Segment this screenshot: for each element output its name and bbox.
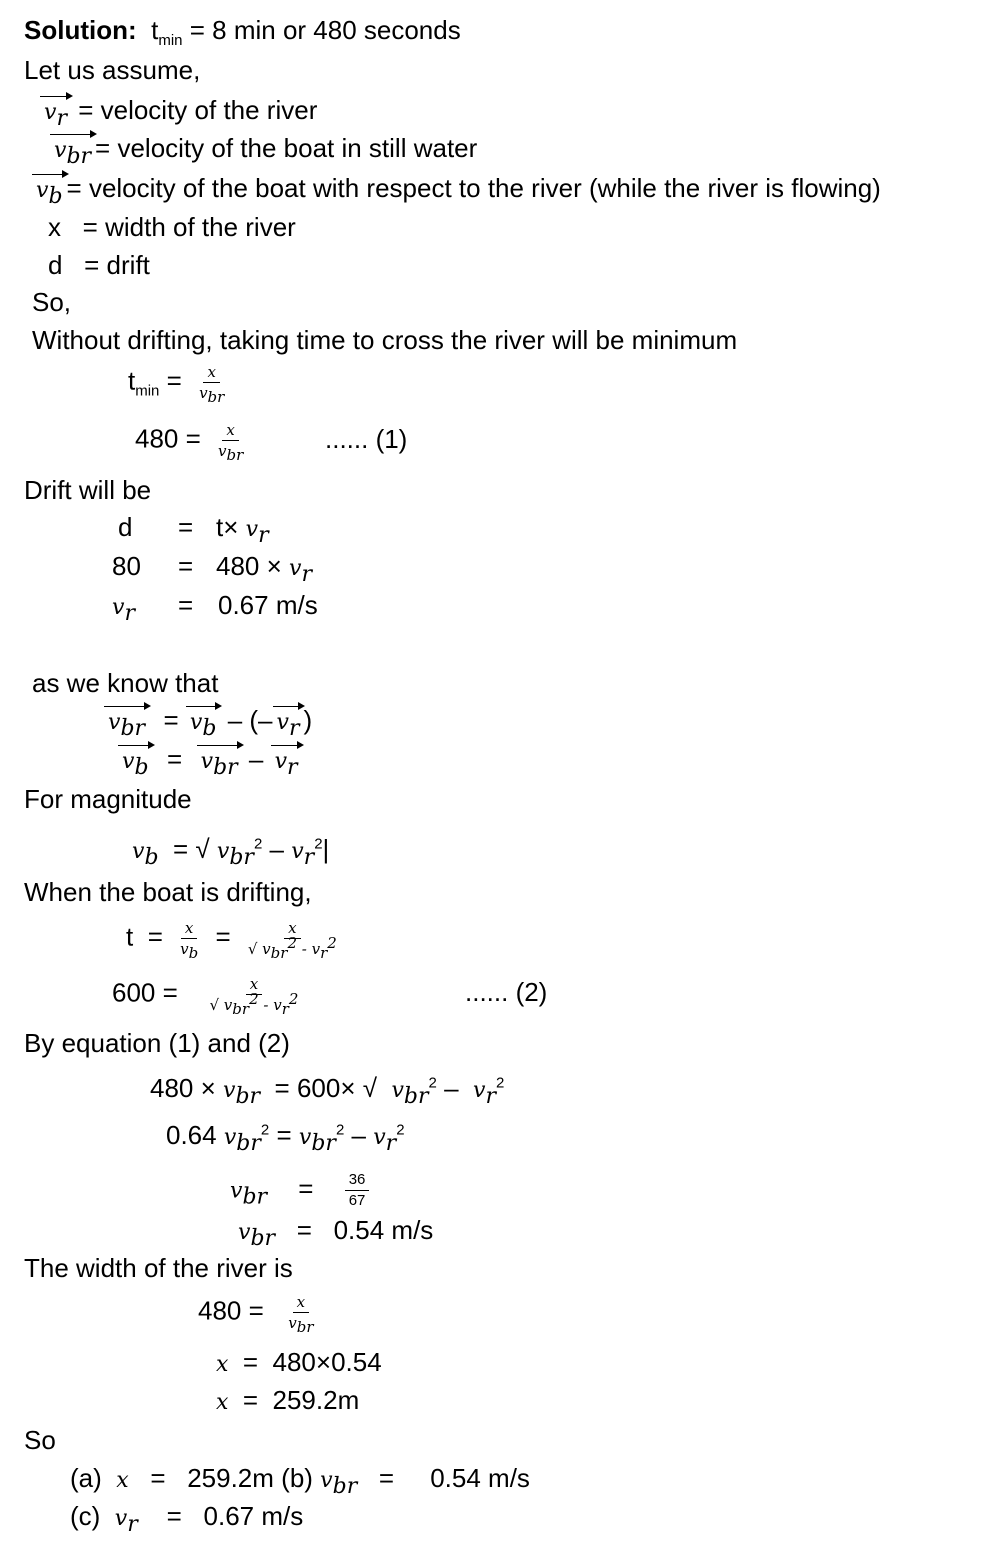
- math-term: r: [385, 1131, 397, 1157]
- math-term: =: [242, 1385, 259, 1415]
- equation-1-tag: ...... (1): [325, 424, 408, 454]
- math-term: =: [150, 1463, 166, 1493]
- drift-text: Drift will be: [24, 475, 152, 505]
- math-term: v: [223, 1125, 237, 1150]
- fraction: [214, 420, 247, 464]
- by-equation-text: By equation (1) and (2): [24, 1028, 290, 1058]
- math-term: [244, 934, 341, 962]
- math-term: br: [213, 755, 238, 781]
- vector-vb: [32, 174, 67, 210]
- squared-equation: [166, 1120, 405, 1157]
- math-term: 2: [396, 1121, 405, 1139]
- math-term: =: [378, 1463, 395, 1493]
- math-term: x: [246, 974, 262, 995]
- math-term: b: [48, 184, 63, 210]
- magnitude-text: For magnitude: [24, 784, 192, 814]
- math-term: r: [56, 106, 67, 132]
- math-term: - v: [297, 940, 321, 958]
- combined-equation: [150, 1073, 505, 1110]
- math-term: =: [296, 1215, 312, 1245]
- math-term: |: [322, 834, 330, 864]
- math-term: br: [229, 845, 254, 871]
- math-term: br: [311, 1131, 336, 1157]
- answer-c: [70, 1501, 304, 1538]
- symbol-d: d: [48, 250, 63, 280]
- math-term: r: [320, 944, 328, 962]
- vector-symbol: [197, 745, 242, 781]
- math-term: v: [199, 384, 208, 402]
- math-term: (c): [70, 1501, 101, 1531]
- math-term: br: [207, 388, 225, 406]
- math-term: br: [235, 1084, 261, 1110]
- math-term: x: [293, 1292, 309, 1313]
- math-term: 259.2m: [272, 1385, 360, 1415]
- math-term: - v: [258, 996, 282, 1014]
- math-term: x: [216, 1352, 229, 1377]
- math-term: –: [248, 744, 264, 774]
- vector-vr: [40, 96, 71, 132]
- fraction: [284, 1292, 317, 1336]
- math-term: =: [147, 921, 163, 952]
- definition-x: [48, 212, 296, 242]
- vector-vbr: [50, 134, 95, 170]
- fraction: [205, 974, 302, 1018]
- math-term: x: [216, 1390, 229, 1415]
- math-term: v: [373, 1125, 386, 1150]
- equals: =: [178, 590, 194, 620]
- math-term: v: [473, 1078, 486, 1103]
- given-value: = 8 min or 480 seconds: [189, 15, 461, 45]
- solution-label: Solution:: [24, 15, 137, 45]
- tmin-equation: [128, 362, 234, 406]
- math-term: r: [301, 562, 312, 588]
- fraction: [195, 362, 228, 406]
- math-term: √ v: [209, 996, 233, 1014]
- equation-2: [112, 974, 308, 1018]
- assume-text: Let us assume,: [24, 55, 201, 85]
- math-term: 2: [335, 1121, 345, 1139]
- math-term: br: [232, 1000, 250, 1018]
- math-term: b: [188, 944, 199, 962]
- math-term: v: [298, 1125, 312, 1150]
- vr-result-lhs: [112, 590, 135, 627]
- definition-vb: [32, 173, 881, 210]
- math-term: 480 ×: [216, 551, 282, 581]
- math-term: v: [180, 940, 189, 958]
- math-term: 0.54 m/s: [430, 1463, 530, 1493]
- vector-symbol: [273, 706, 304, 742]
- math-term: b: [202, 716, 217, 742]
- math-term: t: [126, 921, 134, 952]
- math-term: v: [36, 178, 49, 203]
- math-term: v: [276, 710, 289, 735]
- math-term: [176, 939, 202, 962]
- time-equation: [126, 918, 347, 962]
- math-term: v: [216, 839, 230, 864]
- vector-symbol: [104, 706, 149, 742]
- math-term: r: [485, 1084, 496, 1110]
- math-term: br: [236, 1131, 261, 1157]
- math-term: v: [112, 595, 125, 620]
- math-term: v: [200, 749, 214, 774]
- math-term: v: [223, 1078, 236, 1103]
- math-term: v: [289, 556, 302, 581]
- definition-text: = velocity of the boat with respect to the river (while the river is flowing): [66, 173, 881, 203]
- math-term: v: [54, 138, 67, 163]
- math-term: v: [132, 839, 145, 864]
- math-term: v: [245, 517, 259, 542]
- math-term: 2: [428, 1074, 437, 1092]
- math-term: v: [122, 749, 135, 774]
- fraction: [176, 918, 202, 962]
- definition-text: = velocity of the boat in still water: [95, 133, 478, 163]
- math-term: =: [166, 1501, 182, 1531]
- math-term: 2: [249, 990, 259, 1008]
- math-term: =: [215, 921, 231, 952]
- so-text: So,: [32, 287, 72, 317]
- vbr-fraction-equation: [230, 1170, 375, 1211]
- math-term: (b): [281, 1463, 313, 1493]
- math-term: x: [203, 362, 219, 383]
- math-term: 0.67 m/s: [203, 1501, 304, 1531]
- width-text: The width of the river is: [24, 1253, 293, 1283]
- math-term: v: [391, 1078, 404, 1103]
- math-term: br: [403, 1084, 429, 1110]
- math-term: = √: [172, 834, 210, 864]
- math-term: d: [118, 512, 133, 542]
- math-term: –: [444, 1073, 459, 1103]
- width-calc: [216, 1347, 382, 1380]
- definition-text: = velocity of the river: [78, 95, 318, 125]
- without-drifting-text: Without drifting, taking time to cross the river will be minimum: [32, 325, 738, 355]
- math-term: [214, 441, 247, 464]
- t-symbol: t: [151, 15, 159, 45]
- math-term: 2: [495, 1074, 505, 1092]
- math-term: (a): [70, 1463, 102, 1493]
- math-term: b: [144, 845, 159, 871]
- vector-equation-1: [104, 705, 313, 742]
- solution-heading: [24, 15, 461, 50]
- math-term: =: [166, 744, 183, 774]
- width-equation: [198, 1292, 324, 1336]
- fraction: [244, 918, 341, 962]
- math-term: 80: [112, 551, 141, 581]
- width-result: [216, 1385, 359, 1418]
- math-term: r: [127, 1512, 138, 1538]
- math-term: r: [281, 1000, 289, 1018]
- definition-vr: [40, 95, 318, 132]
- equation-2-tag: ...... (2): [465, 977, 548, 1007]
- math-term: 2: [260, 1121, 270, 1139]
- math-term: x: [181, 918, 197, 939]
- math-term: r: [287, 755, 298, 781]
- math-term: x: [116, 1468, 129, 1493]
- math-term: r: [288, 716, 300, 742]
- equals: =: [178, 551, 194, 581]
- magnitude-equation: [132, 834, 330, 871]
- math-term: 0.54 m/s: [333, 1215, 434, 1245]
- math-term: 2: [314, 835, 323, 853]
- vector-symbol: [186, 706, 221, 742]
- answer-a-b: [70, 1463, 530, 1500]
- math-term: br: [332, 1474, 358, 1500]
- vector-equation-2: [118, 744, 302, 781]
- math-term: v: [320, 1468, 333, 1493]
- drift-equation: [118, 512, 132, 542]
- equals: =: [178, 512, 194, 542]
- math-term: r: [303, 845, 315, 871]
- math-term: x: [222, 420, 238, 441]
- math-term: 480 ×: [150, 1073, 216, 1103]
- math-term: – (–: [227, 705, 273, 735]
- equation-1: [135, 420, 253, 464]
- math-term: br: [226, 446, 244, 464]
- math-term: 600 =: [112, 977, 178, 1008]
- math-term: v: [44, 100, 57, 125]
- definition-text: = width of the river: [82, 212, 296, 242]
- math-term: br: [242, 1184, 268, 1210]
- math-term: v: [108, 710, 121, 735]
- math-term: br: [296, 1318, 314, 1336]
- math-term: [205, 990, 302, 1018]
- subscript: min: [158, 32, 183, 50]
- math-term: br: [66, 144, 92, 170]
- math-term: 2: [288, 990, 299, 1008]
- math-term: =: [166, 365, 182, 396]
- math-term: –: [269, 834, 284, 864]
- math-term: ): [303, 705, 313, 735]
- drift-rhs: [216, 512, 269, 549]
- math-term: 2: [287, 934, 297, 952]
- definition-vbr: [50, 133, 478, 170]
- math-term: t: [128, 365, 136, 396]
- math-term: 480 =: [198, 1295, 264, 1326]
- math-term: r: [258, 523, 269, 549]
- definition-text: = drift: [84, 250, 150, 280]
- fraction: [345, 1170, 370, 1211]
- math-term: min: [135, 382, 160, 400]
- math-term: v: [218, 442, 227, 460]
- definition-d: [48, 250, 150, 280]
- math-term: t×: [216, 512, 239, 542]
- vr-result: 0.67 m/s: [218, 590, 318, 620]
- math-term: v: [189, 710, 203, 735]
- math-term: 480×0.54: [272, 1347, 382, 1377]
- drifting-text: When the boat is drifting,: [24, 877, 312, 907]
- math-term: x: [284, 918, 300, 939]
- math-term: 259.2m: [187, 1463, 274, 1493]
- vector-symbol: [271, 745, 302, 781]
- drift-value-rhs: [216, 551, 312, 588]
- math-term: [284, 1313, 317, 1336]
- math-term: [195, 383, 228, 406]
- math-term: r: [124, 601, 135, 627]
- math-term: 2: [253, 835, 263, 853]
- math-term: = 600× √: [274, 1073, 377, 1103]
- math-term: b: [134, 755, 149, 781]
- math-term: br: [270, 944, 288, 962]
- math-term: 2: [327, 934, 337, 952]
- math-term: 67: [348, 1192, 366, 1209]
- math-term: br: [120, 716, 146, 742]
- math-term: =: [242, 1347, 259, 1377]
- symbol-x: x: [48, 212, 61, 242]
- vbr-result: [238, 1215, 434, 1252]
- math-term: =: [163, 705, 179, 735]
- math-term: –: [351, 1120, 366, 1150]
- vector-symbol: [118, 745, 153, 781]
- math-term: br: [250, 1226, 276, 1252]
- math-term: 36: [345, 1170, 370, 1191]
- math-term: √ v: [247, 940, 271, 958]
- math-term: 0.64: [166, 1120, 217, 1150]
- math-term: =: [298, 1173, 314, 1204]
- so-final-text: So: [24, 1425, 56, 1455]
- math-term: v: [274, 749, 288, 774]
- math-term: v: [288, 1314, 297, 1332]
- math-term: v: [291, 839, 304, 864]
- math-term: v: [238, 1220, 251, 1245]
- know-text: as we know that: [32, 668, 219, 698]
- math-term: v: [114, 1506, 128, 1531]
- math-term: 480 =: [135, 423, 201, 454]
- math-term: =: [276, 1120, 292, 1150]
- drift-value-equation: [112, 551, 141, 581]
- math-term: v: [230, 1178, 243, 1204]
